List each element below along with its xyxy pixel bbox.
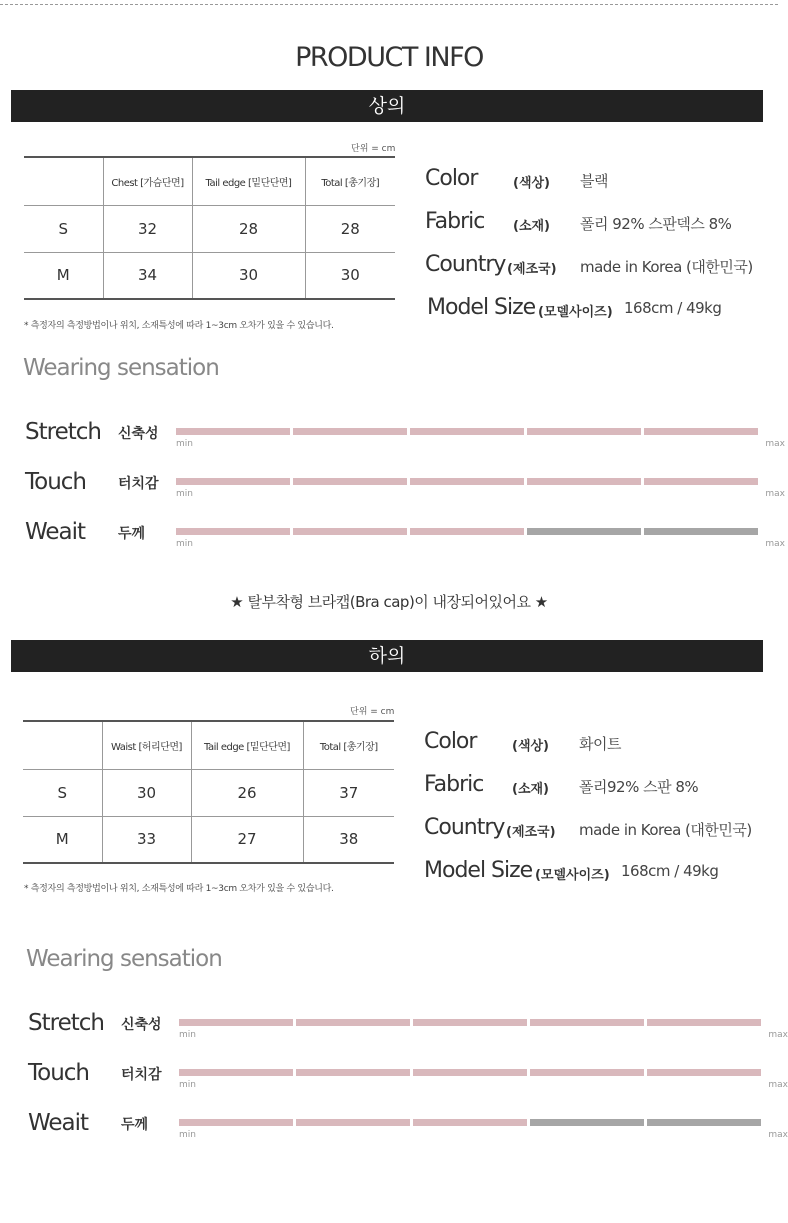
table-cell: 33 (102, 816, 191, 863)
wearing-sensation-title-top: Wearing sensation (23, 355, 219, 381)
table-header-cell: Tail edge [밑단단면] (192, 157, 305, 205)
sensation-label-ko: 터치감 (118, 476, 159, 492)
measurement-note-bottom: * 측정자의 측정방법이나 위치, 소재특성에 따라 1~3cm 오차가 있을 수 있습니다. (24, 884, 334, 894)
table-cell: M (23, 816, 102, 863)
scale-max-label: max (768, 1030, 788, 1040)
measurement-note-top: * 측정자의 측정방법이나 위치, 소재특성에 따라 1~3cm 오차가 있을 수 있습니다. (24, 321, 334, 331)
sensation-level-segment (176, 528, 290, 535)
table-header-cell: Total [총기장] (305, 157, 395, 205)
wearing-sensation-title-bottom: Wearing sensation (26, 946, 222, 972)
bra-cap-note: ★ 탈부착형 브라캡(Bra cap)이 내장되어있어요 ★ (230, 593, 548, 611)
info-label-ko: (소재) (513, 219, 550, 234)
table-header-cell (23, 721, 102, 769)
info-label-ko: (색상) (512, 739, 549, 754)
info-label-ko: (소재) (512, 782, 549, 797)
scale-max-label: max (765, 439, 785, 449)
section-bar-top: 상의 (11, 90, 763, 122)
sensation-level-segment (644, 428, 758, 435)
sensation-row-stretch (25, 419, 785, 459)
sensation-level-segment (293, 428, 407, 435)
info-label-en: Model Size (427, 295, 536, 320)
info-label-en: Model Size (424, 858, 533, 883)
table-cell: 34 (103, 252, 192, 299)
sensation-row-touch (28, 1060, 788, 1100)
table-cell: 30 (192, 252, 305, 299)
scale-min-label: min (176, 489, 193, 499)
scale-max-label: max (768, 1080, 788, 1090)
sensation-level-segment (413, 1019, 527, 1026)
top-dashed-divider (0, 4, 778, 5)
info-row-country (424, 815, 769, 858)
table-cell: 27 (191, 816, 303, 863)
unit-label-bottom: 단위 = cm (350, 707, 395, 717)
info-row-model-size (424, 858, 769, 901)
size-table-bottom (23, 720, 394, 864)
sensation-label-en: Weait (28, 1110, 89, 1136)
table-header-row (23, 721, 394, 769)
info-row-model-size (425, 295, 770, 338)
scale-min-label: min (179, 1030, 196, 1040)
info-label-en: Fabric (424, 772, 484, 797)
sensation-level-segment (530, 1119, 644, 1126)
info-value: made in Korea (대한민국) (580, 258, 753, 276)
info-row-fabric (424, 772, 769, 815)
sensation-level-segment (410, 528, 524, 535)
table-cell: S (23, 769, 102, 816)
sensation-level-segment (296, 1069, 410, 1076)
sensation-row-touch (25, 469, 785, 509)
sensation-level-segment (296, 1019, 410, 1026)
info-value: made in Korea (대한민국) (579, 821, 752, 839)
info-label-en: Fabric (425, 209, 485, 234)
sensation-level-segment (530, 1019, 644, 1026)
info-value: 폴리 92% 스판덱스 8% (580, 215, 732, 233)
sensation-label-en: Touch (25, 469, 87, 495)
table-header-cell: Chest [가슴단면] (103, 157, 192, 205)
sensation-level-segment (413, 1069, 527, 1076)
table-cell: 28 (192, 205, 305, 252)
scale-min-label: min (176, 539, 193, 549)
info-value: 블랙 (580, 172, 608, 190)
info-value: 화이트 (579, 735, 621, 753)
table-header-cell: Total [총기장] (303, 721, 394, 769)
scale-max-label: max (765, 489, 785, 499)
table-row (23, 816, 394, 863)
table-cell: 30 (340, 266, 360, 285)
table-row (24, 252, 395, 299)
sensation-level-segment (296, 1119, 410, 1126)
scale-max-label: max (768, 1130, 788, 1140)
info-value: 168cm / 49kg (624, 299, 722, 317)
sensation-label-ko: 신축성 (121, 1017, 162, 1033)
table-cell: M (24, 252, 103, 299)
table-row (23, 769, 394, 816)
info-label-ko: (제조국) (507, 262, 557, 277)
info-row-fabric (425, 209, 770, 252)
sensation-level-segment (179, 1119, 293, 1126)
sensation-level-segment (527, 478, 641, 485)
sensation-level-segment (293, 478, 407, 485)
table-cell: S (24, 205, 103, 252)
sensation-label-ko: 신축성 (118, 426, 159, 442)
table-cell: 32 (103, 205, 192, 252)
info-label-ko: (제조국) (506, 825, 556, 840)
info-label-en: Color (425, 166, 478, 191)
size-table-top (24, 156, 395, 300)
sensation-level-segment (176, 428, 290, 435)
table-cell: 37 (303, 769, 394, 816)
sensation-level-segment (530, 1069, 644, 1076)
page-title: PRODUCT INFO (295, 42, 483, 73)
sensation-label-ko: 터치감 (121, 1067, 162, 1083)
table-header-cell: Tail edge [밑단단면] (191, 721, 303, 769)
table-cell: 30 (102, 769, 191, 816)
product-info-bottom (424, 729, 769, 901)
unit-label-top: 단위 = cm (351, 144, 396, 154)
table-header-row (24, 157, 395, 205)
sensation-label-ko: 두께 (118, 526, 146, 542)
scale-min-label: min (176, 439, 193, 449)
sensation-level-segment (644, 528, 758, 535)
sensation-label-en: Stretch (25, 419, 101, 445)
info-label-ko: (모델사이즈) (535, 868, 610, 883)
info-row-color (424, 729, 769, 772)
info-label-en: Color (424, 729, 477, 754)
info-label-en: Country (425, 252, 506, 277)
table-header-cell (24, 157, 103, 205)
table-cell: 38 (339, 830, 359, 849)
section-bar-bottom: 하의 (11, 640, 763, 672)
table-cell: 28 (305, 205, 395, 252)
sensation-level-segment (293, 528, 407, 535)
info-label-en: Country (424, 815, 505, 840)
info-row-color (425, 166, 770, 209)
table-header-cell: Waist [허리단면] (102, 721, 191, 769)
sensation-label-en: Stretch (28, 1010, 104, 1036)
info-row-country (425, 252, 770, 295)
info-value: 168cm / 49kg (621, 862, 719, 880)
sensation-level-segment (410, 428, 524, 435)
sensation-level-segment (179, 1019, 293, 1026)
sensation-level-segment (413, 1119, 527, 1126)
product-info-top (425, 166, 770, 338)
scale-min-label: min (179, 1130, 196, 1140)
sensation-level-segment (647, 1119, 761, 1126)
info-label-ko: (색상) (513, 176, 550, 191)
sensation-label-ko: 두께 (121, 1117, 149, 1133)
sensation-level-segment (527, 528, 641, 535)
sensation-level-segment (647, 1069, 761, 1076)
sensation-level-segment (176, 478, 290, 485)
scale-max-label: max (765, 539, 785, 549)
scale-min-label: min (179, 1080, 196, 1090)
sensation-row-weight (28, 1110, 788, 1150)
sensation-level-segment (647, 1019, 761, 1026)
table-row (24, 205, 395, 252)
sensation-label-en: Touch (28, 1060, 90, 1086)
sensation-level-segment (527, 428, 641, 435)
table-cell: 26 (191, 769, 303, 816)
info-value: 폴리92% 스판 8% (579, 778, 699, 796)
sensation-row-stretch (28, 1010, 788, 1050)
sensation-row-weight (25, 519, 785, 559)
info-label-ko: (모델사이즈) (538, 305, 613, 320)
sensation-label-en: Weait (25, 519, 86, 545)
sensation-level-segment (410, 478, 524, 485)
sensation-level-segment (179, 1069, 293, 1076)
sensation-level-segment (644, 478, 758, 485)
